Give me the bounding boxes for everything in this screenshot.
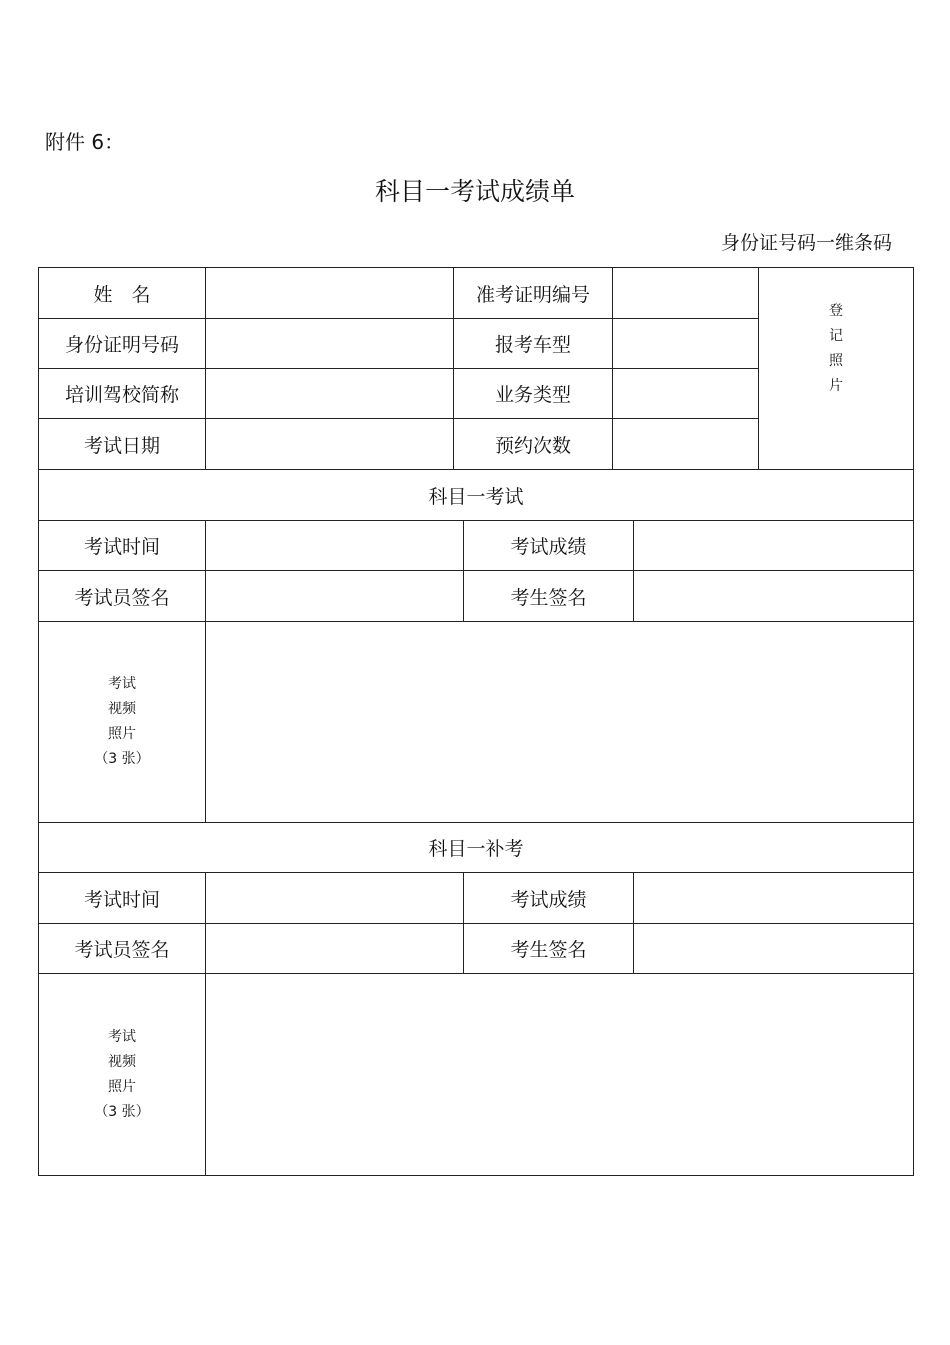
photo-char: 片 — [829, 377, 843, 394]
video-line: （3 张） — [94, 751, 150, 767]
retake-examiner-sign-field[interactable] — [206, 924, 464, 974]
video-line: （3 张） — [94, 1103, 150, 1120]
exam-date-label: 考试日期 — [39, 419, 206, 470]
retake-candidate-sign-label: 考生签名 — [464, 924, 634, 974]
exam-time-field[interactable] — [206, 521, 464, 571]
retake-video-label — [39, 974, 206, 1176]
admission-no-label: 准考证明编号 — [454, 268, 613, 319]
examiner-sign-field[interactable] — [206, 571, 464, 622]
exam-table — [38, 469, 914, 823]
candidate-sign-field[interactable] — [634, 571, 914, 622]
registration-photo-box — [759, 268, 914, 470]
table-row — [39, 268, 914, 319]
video-line: 照片 — [108, 726, 136, 742]
school-field[interactable] — [206, 369, 454, 419]
table-row — [39, 521, 914, 571]
table-row — [39, 974, 914, 1176]
barcode-label: 身份证号码一维条码 — [720, 232, 892, 254]
exam-video-area[interactable] — [206, 622, 914, 823]
name-field[interactable] — [206, 268, 454, 319]
photo-char: 记 — [829, 327, 843, 344]
retake-section-title: 科目一补考 — [39, 823, 914, 873]
booking-count-label: 预约次数 — [454, 419, 613, 470]
retake-examiner-sign-label: 考试员签名 — [39, 924, 206, 974]
school-label: 培训驾校简称 — [39, 369, 206, 419]
business-type-field[interactable] — [613, 369, 759, 419]
table-row — [39, 873, 914, 924]
exam-date-field[interactable] — [206, 419, 454, 470]
retake-table — [38, 822, 914, 1176]
name-label: 姓 名 — [39, 268, 206, 319]
business-type-label: 业务类型 — [454, 369, 613, 419]
retake-score-field[interactable] — [634, 873, 914, 924]
video-line: 视频 — [108, 701, 136, 717]
retake-score-label: 考试成绩 — [464, 873, 634, 924]
booking-count-field[interactable] — [613, 419, 759, 470]
exam-score-field[interactable] — [634, 521, 914, 571]
photo-char: 登 — [829, 302, 843, 319]
retake-candidate-sign-field[interactable] — [634, 924, 914, 974]
video-line: 照片 — [108, 1078, 136, 1095]
exam-section-title: 科目一考试 — [39, 470, 914, 521]
vehicle-type-label: 报考车型 — [454, 319, 613, 369]
retake-video-area[interactable] — [206, 974, 914, 1176]
table-row — [39, 924, 914, 974]
exam-time-label: 考试时间 — [39, 521, 206, 571]
table-row — [39, 571, 914, 622]
exam-video-label — [39, 622, 206, 823]
info-table — [38, 267, 914, 470]
table-row — [39, 470, 914, 521]
table-row — [39, 823, 914, 873]
photo-char: 照 — [829, 352, 843, 369]
id-field[interactable] — [206, 319, 454, 369]
exam-score-label: 考试成绩 — [464, 521, 634, 571]
page-title: 科目一考试成绩单 — [374, 177, 575, 206]
examiner-sign-label: 考试员签名 — [39, 571, 206, 622]
retake-time-label: 考试时间 — [39, 873, 206, 924]
vehicle-type-field[interactable] — [613, 319, 759, 369]
video-line: 视频 — [108, 1053, 136, 1070]
video-line: 考试 — [108, 676, 136, 692]
table-row — [39, 622, 914, 823]
candidate-sign-label: 考生签名 — [464, 571, 634, 622]
id-label: 身份证明号码 — [39, 319, 206, 369]
attachment-label: 附件 6： — [45, 130, 125, 154]
retake-time-field[interactable] — [206, 873, 464, 924]
video-line: 考试 — [108, 1028, 136, 1045]
admission-no-field[interactable] — [613, 268, 759, 319]
